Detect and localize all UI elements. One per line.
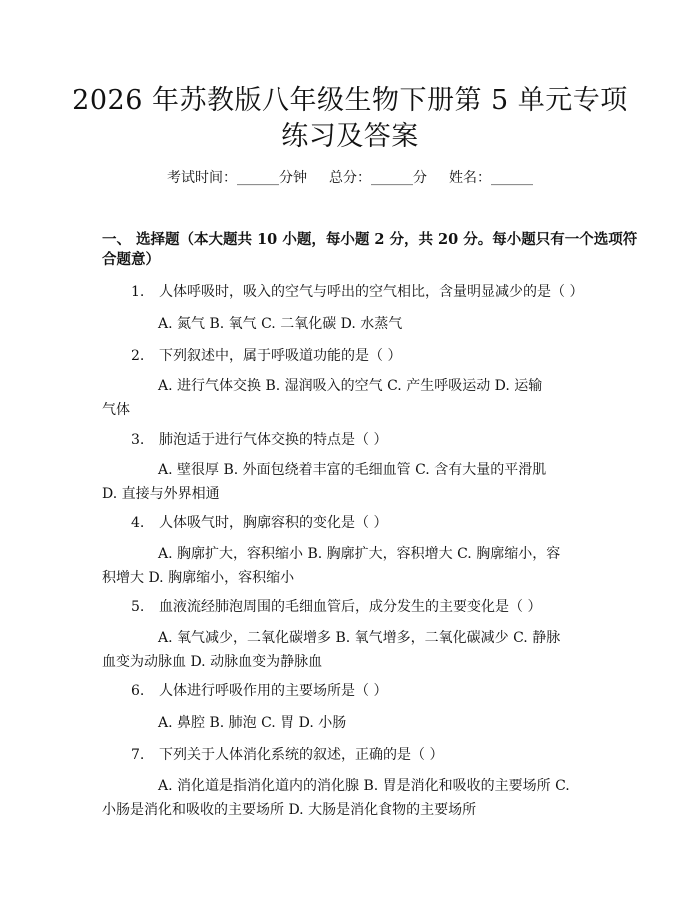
question-number: 7. (131, 747, 145, 763)
exam-time: 考试时间：______分钟 (167, 170, 307, 186)
question-3-stem (131, 430, 387, 450)
options-line: 小肠是消化和吸收的主要场所 D. 大肠是消化食物的主要场所 (102, 802, 477, 818)
question-number: 3. (131, 432, 145, 448)
options-line: 积增大 D. 胸廓缩小，容积缩小 (102, 570, 295, 586)
document-title: 2026 年苏教版八年级生物下册第 5 单元专项 (72, 85, 628, 116)
question-2-options (102, 374, 607, 422)
total-score: 总分：______分 (329, 170, 427, 186)
options-line: A. 氧气减少，二氧化碳增多 B. 氧气增多，二氧化碳减少 C. 静脉 (158, 630, 561, 646)
question-text: 下列叙述中，属于呼吸道功能的是（ ） (159, 348, 402, 364)
question-7-stem (131, 745, 443, 765)
options-line: A. 氮气 B. 氧气 C. 二氧化碳 D. 水蒸气 (158, 316, 403, 332)
section-heading-line: 合题意） (102, 251, 160, 268)
question-number: 5. (131, 599, 145, 615)
question-number: 6. (131, 683, 145, 699)
question-3-options (102, 458, 607, 506)
options-line: D. 直接与外界相通 (102, 486, 220, 502)
options-line: A. 鼻腔 B. 肺泡 C. 胃 D. 小肠 (158, 715, 347, 731)
question-text: 下列关于人体消化系统的叙述，正确的是（ ） (159, 747, 444, 763)
options-line: A. 消化道是指消化道内的消化腺 B. 胃是消化和吸收的主要场所 C. (158, 778, 570, 794)
question-1-stem (131, 282, 583, 302)
question-6-stem (131, 681, 387, 701)
options-line: 气体 (102, 402, 130, 418)
options-line: A. 胸廓扩大，容积缩小 B. 胸廓扩大，容积增大 C. 胸廓缩小，容 (158, 546, 561, 562)
question-number: 1. (131, 284, 145, 300)
question-4-stem (131, 513, 387, 533)
student-name: 姓名：______ (449, 170, 533, 186)
question-number: 4. (131, 515, 145, 531)
exam-meta (0, 168, 700, 188)
section-heading-line: 一、 选择题（本大题共 10 小题，每小题 2 分，共 20 分。每小题只有一个选项符 (102, 231, 638, 248)
question-7-options (102, 774, 607, 822)
section-heading (102, 230, 638, 270)
document-title-continued: 练习及答案 (281, 121, 419, 152)
question-2-stem (131, 346, 401, 366)
question-text: 肺泡适于进行气体交换的特点是（ ） (159, 432, 388, 448)
question-number: 2. (131, 348, 145, 364)
question-1-options (102, 312, 607, 336)
question-text: 血液流经肺泡周围的毛细血管后，成分发生的主要变化是（ ） (159, 599, 542, 615)
options-line: A. 进行气体交换 B. 湿润吸入的空气 C. 产生呼吸运动 D. 运输 (158, 378, 543, 394)
question-text: 人体进行呼吸作用的主要场所是（ ） (159, 683, 388, 699)
question-text: 人体呼吸时，吸入的空气与呼出的空气相比，含量明显减少的是（ ） (159, 284, 584, 300)
options-line: A. 壁很厚 B. 外面包绕着丰富的毛细血管 C. 含有大量的平滑肌 (158, 462, 547, 478)
question-4-options (102, 542, 607, 590)
question-5-stem (131, 597, 541, 617)
options-line: 血变为动脉血 D. 动脉血变为静脉血 (102, 654, 323, 670)
question-5-options (102, 626, 607, 674)
question-text: 人体吸气时，胸廓容积的变化是（ ） (159, 515, 388, 531)
question-6-options (102, 711, 607, 735)
